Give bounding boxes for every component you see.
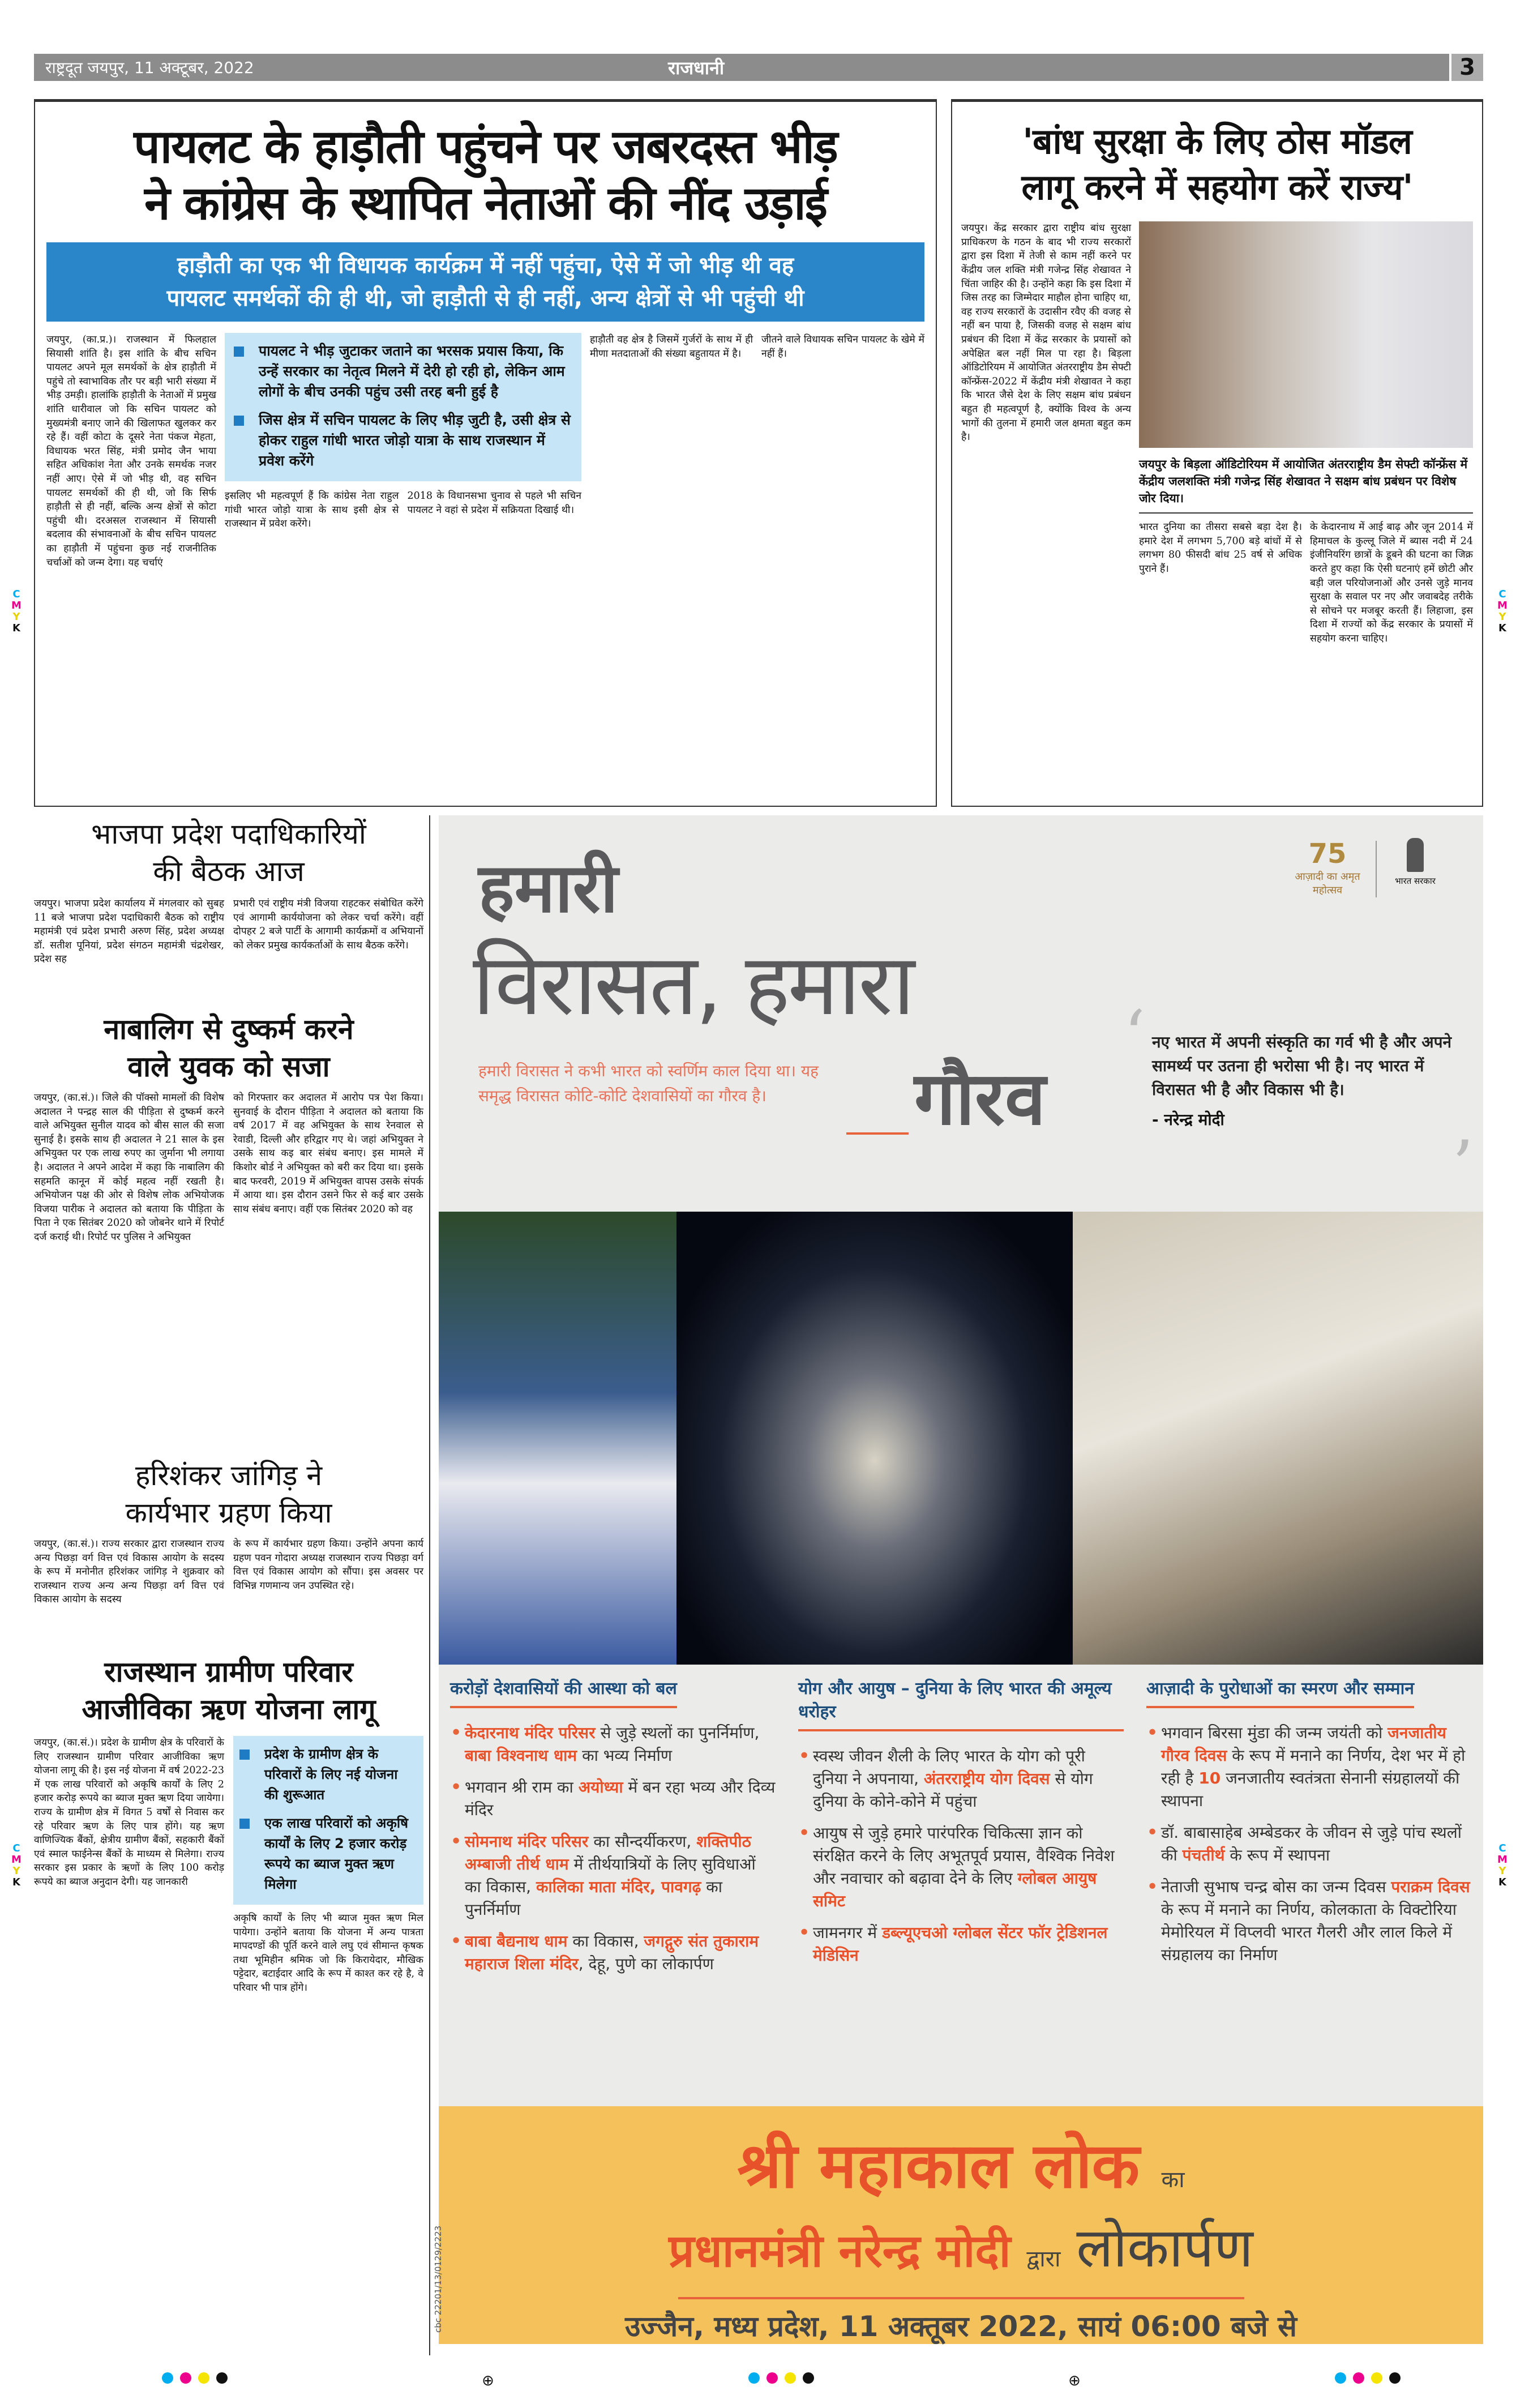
loan-col-1: जयपुर, (का.सं.)। प्रदेश के ग्रामीण क्षेत्र के परिवारों के लिए राजस्थान ग्रामीण परिवार आजीविका ऋण योजना लागू की है। इस नई योजना में वर्ष 2022-23 में एक लाख परिवारों को अकृषि कार्यों के लिए 2 हजार करोड़ रूपये का ब्याज मुक्त ऋण दिया जायेगा। राज्य के ग्रामीण क्षेत्र में विगत 5 वर्षों से निवास कर रहे परिवार ऋण के लिए पात्र होंगे। यह ऋण वाणिज्यिक बैंकों, क्षेत्रीय ग्रामीण बैंकों, सहकारी बैंकों एवं स्माल फाईनेन्स बैंकों के माध्यम से मिलेगा। राज्य सरकार इस प्रकार के ऋणों के लिए 100 करोड़ रूपये का ब्याज अनुदान देगी। यह जानकारी bbox=[34, 1737, 224, 1888]
registration-mark-icon: ⊕ bbox=[482, 2372, 494, 2389]
shiva-statue-photo bbox=[676, 1212, 1073, 1665]
loan-highlights bbox=[233, 1736, 423, 1905]
heritage-advertisement bbox=[433, 815, 1483, 2344]
achievement-item bbox=[1146, 1722, 1472, 1812]
main-col-4: हाड़ौती वह क्षेत्र है जिसमें गुर्जरों के साथ में ही मीणा मतदाताओं की संख्या बहुतायत में है। bbox=[590, 334, 753, 360]
headline-line: लागू करने में सहयोग करें राज्य' bbox=[1021, 166, 1413, 208]
court-col-1: जयपुर, (का.सं.)। जिले की पॉक्सो मामलों की विशेष अदालत ने पन्द्रह साल की पीड़िता से दुष्कर्म करने वाले अभियुक्त सुनील यादव को बीस साल की सजा सुनाई है। इसके साथ ही अदालत ने 21 साल के इस अभियुक्त पर एक लाख रुपए का जुर्माना भी लगाया है। अदालत ने अपने आदेश में कहा कि नाबालिग की सहमति कानून में कोई महत्व नहीं रखती है। अभियोजन पक्ष की ओर से विशेष लोक अभियोजक विजया पारीक ने अदालत को बताया कि पीड़िता के पिता ने एक सितंबर 2020 को जोबनेर थाने में रिपोर्ट दर्ज कराई थी। रिपोर्ट पर पुलिस ने अभियुक्त bbox=[34, 1092, 224, 1243]
headline-line: ने कांग्रेस के स्थापित नेताओं की नींद उड़ाई bbox=[144, 177, 826, 231]
bjp-col-2: प्रभारी एवं राष्ट्रीय मंत्री विजया राहटकर संबोधित करेंगे एवं आगामी कार्ययोजना को लेकर चर्चा करेंगे। वहीं दोपहर 2 बजे पार्टी के आगामी कार्यक्रमों व अभियानों को लेकर प्रमुख कार्यकर्ताओं के साथ बैठक करेंगे। bbox=[233, 898, 423, 951]
main-col-3: 2018 के विधानसभा चुनाव से पहले भी सचिन पायलट ने वहां से प्रदेश में सक्रियता दिखाई थी। bbox=[407, 490, 581, 516]
main-highlights bbox=[225, 333, 581, 481]
logo-divider bbox=[1376, 841, 1377, 897]
bjp-headline bbox=[34, 815, 423, 890]
loan-col-2: अकृषि कार्यों के लिए भी ब्याज मुक्त ऋण मिल पायेगा। उन्होंने बताया कि योजना में अन्य पात्रता मापदण्डों की पूर्ति करने वाले लघु एवं सीमान्त कृषक तथा भूमिहीन श्रमिक जो कि किरायेदार, मौखिक पट्टेदार, बटाईदार आदि के रूप में काश्त कर रहे है, वे परिवार भी पात्र होंगे। bbox=[233, 1913, 423, 1994]
highlighted-text: केदारनाथ मंदिर परिसर bbox=[465, 1723, 596, 1742]
cmyk-letter: K bbox=[1498, 622, 1506, 634]
headline-line: 'बांध सुरक्षा के लिए ठोस मॉडल bbox=[1022, 121, 1412, 162]
cmyk-mark bbox=[1497, 589, 1508, 634]
highlighted-text: अयोध्या bbox=[578, 1778, 623, 1797]
pm-puja-photo bbox=[1073, 1212, 1483, 1665]
cmyk-letter: M bbox=[1497, 1854, 1508, 1866]
yoga-photo bbox=[439, 1212, 676, 1665]
highlighted-text: ग्लोबल आयुष समिट bbox=[813, 1869, 1097, 1910]
achievement-item bbox=[798, 1745, 1124, 1813]
item-text: भगवान श्री राम का bbox=[465, 1778, 579, 1797]
highlighted-text: शक्तिपीठ अम्बाजी तीर्थ धाम bbox=[465, 1832, 751, 1874]
ad-code: cbc 22201/13/0129/2223 bbox=[433, 2225, 443, 2333]
registration-dots bbox=[159, 2372, 1404, 2389]
logo-number: 75 bbox=[1308, 838, 1347, 870]
item-text: भगवान बिरसा मुंडा की जन्म जयंती को bbox=[1161, 1723, 1388, 1742]
highlight-item: एक लाख परिवारों को अकृषि कार्यों के लिए 2 हजार करोड़ रूपये का ब्याज मुक्त ऋण मिलेगा bbox=[264, 1813, 414, 1894]
column-heading: करोड़ों देशवासियों की आस्था को बल bbox=[450, 1676, 677, 1708]
banner-inauguration: लोकार्पण bbox=[1076, 2216, 1253, 2279]
item-text: डॉ. बाबासाहेब अम्बेडकर के जीवन से जुड़े पांच स्थलों की bbox=[1161, 1823, 1462, 1864]
headline-line: राजस्थान ग्रामीण परिवार bbox=[104, 1656, 353, 1688]
cmyk-mark bbox=[11, 589, 22, 634]
dam-headline bbox=[952, 119, 1482, 210]
emblem-label: भारत सरकार bbox=[1395, 876, 1436, 886]
banner-by: द्वारा bbox=[1026, 2246, 1061, 2272]
item-text: के रूप में मनाने का निर्णय, कोलकाता के विक्टोरिया मेमोरियल में विप्लवी भारत गैलरी और लाल किले में संग्रहालय का निर्माण bbox=[1161, 1900, 1457, 1964]
amrit-mahotsav-logo bbox=[1288, 838, 1367, 897]
achievement-item bbox=[450, 1722, 776, 1767]
item-text: के रूप में मनाने का निर्णय, देश भर में हो रही है bbox=[1161, 1746, 1466, 1787]
jangid-col-1: जयपुर, (का.सं.)। राज्य सरकार द्वारा राजस्थान राज्य अन्य पिछड़ा वर्ग वित्त एवं विकास आयोग के सदस्य के रूप में मनोनीत हरिशंकर जांगिड़ ने शुक्रवार को राजस्थान राज्य अन्य अन्य पिछड़ा वर्ग वित्त एवं विकास आयोग के सदस्य bbox=[34, 1538, 224, 1606]
headline-line: हरिशंकर जांगिड़ ने bbox=[135, 1459, 323, 1492]
banner-line-1 bbox=[439, 2129, 1483, 2217]
highlight-item: पायलट ने भीड़ जुटाकर जताने का भरसक प्रयास किया, कि उन्हें सरकार का नेतृत्व मिलने में देरी हो रही हो, लेकिन आम लोगों के बीच उनकी पहुंच उसी तरह बनी हुई है bbox=[259, 341, 572, 402]
banner-suffix: का bbox=[1161, 2167, 1185, 2193]
registration-mark-icon: ⊕ bbox=[1068, 2372, 1081, 2389]
cmyk-letter: K bbox=[12, 622, 20, 634]
item-text: में बन रहा भव्य और दिव्य मंदिर bbox=[465, 1778, 776, 1819]
banner-main: श्री महाकाल लोक bbox=[737, 2129, 1140, 2202]
headline-line: नाबालिग से दुष्कर्म करने bbox=[104, 1013, 354, 1046]
item-text: स्वस्थ जीवन शैली के लिए भारत के योग को पूरी दुनिया ने अपनाया, bbox=[813, 1747, 1085, 1788]
jangid-col-2: के रूप में कार्यभार ग्रहण किया। उन्होंने अपना कार्य ग्रहण पवन गोदारा अध्यक्ष राजस्थान राज्य पिछड़ा वर्ग वित्त एवं विकास आयोग को सौंपा। इस अवसर पर विभिन्न गणमान्य जन उपस्थित रहे। bbox=[233, 1538, 423, 1592]
headline-line: कार्यभार ग्रहण किया bbox=[125, 1496, 332, 1529]
column-heading: योग और आयुष – दुनिया के लिए भारत की अमूल्य धरोहर bbox=[798, 1676, 1124, 1731]
emblem-icon bbox=[1407, 838, 1424, 872]
headline-line: की बैठक आज bbox=[153, 855, 305, 888]
ad-rule bbox=[846, 1132, 909, 1135]
cmyk-letter: C bbox=[1498, 588, 1506, 600]
freedom-fighters-column bbox=[1146, 1676, 1472, 2101]
court-col-2: को गिरफ्तार कर अदालत में आरोप पत्र पेश किया। सुनवाई के दौरान पीड़िता ने अदालत को बताया कि वर्ष 2017 में वह अभियुक्त के साथ रेनवाल से रेवाडी, दिल्ली और हरिद्वार गए थे। जहां अभियुक्त ने उसके साथ कइ बार संबंध बनाए। इस मामले में किशोर बोर्ड ने अभियुक्त को बरी कर दिया था। इसके बाद फरवरी, 2019 में अभियुक्त वापस उसके संपर्क में आया था। इस दौरान उसने फिर से कई बार उसके साथ संबंध बनाए। वहीं एक सितंबर 2020 को वह bbox=[233, 1092, 423, 1215]
achievement-item bbox=[450, 1930, 776, 1975]
achievement-item bbox=[450, 1830, 776, 1921]
cmyk-letter: M bbox=[11, 600, 22, 611]
banner-line-2 bbox=[439, 2217, 1483, 2290]
main-headline bbox=[35, 119, 936, 232]
banner-pm: प्रधानमंत्री नरेन्द्र मोदी bbox=[669, 2225, 1011, 2277]
banner-rule bbox=[678, 2297, 1244, 2299]
page-number: 3 bbox=[1449, 54, 1483, 81]
quote-block bbox=[1152, 1030, 1458, 1130]
main-col-2: इसलिए भी महत्वपूर्ण हैं कि कांग्रेस नेता राहुल गांधी भारत जोड़ो यात्रा के साथ इसी क्षेत्र से राजस्थान में प्रवेश करेंगे। bbox=[225, 490, 399, 530]
modi-quote: नए भारत में अपनी संस्कृति का गर्व भी है और अपने सामर्थ्य पर उतना ही भरोसा भी है। नए भारत में विरासत भी है और विकास भी है। bbox=[1152, 1033, 1452, 1099]
cmyk-letter: C bbox=[12, 1842, 20, 1854]
main-col-5: जीतने वाले विधायक सचिन पायलट के खेमे में नहीं हैं। bbox=[761, 334, 924, 360]
cmyk-letter: Y bbox=[1498, 611, 1506, 623]
item-text: नेताजी सुभाष चन्द्र बोस का जन्म दिवस bbox=[1161, 1877, 1391, 1896]
cmyk-letter: K bbox=[12, 1876, 20, 1888]
item-text: का पुनर्निर्माण bbox=[465, 1877, 723, 1919]
minister-photo bbox=[1139, 221, 1473, 448]
main-col-1: जयपुर, (का.प्र.)। राजस्थान में फिलहाल सियासी शांति है। इस शांति के बीच सचिन पायलट अपने मूल समर्थकों के क्षेत्र हाड़ौती में पहुंचे तो स्वाभाविक तौर पर बड़ी भारी संख्या में भीड़ उमड़ी। हालांकि हाड़ौती के नेताओं में प्रमुख शांति धारीवाल जो कि सचिन पायलट को मुख्यमंत्री बनाए जाने की खिलाफत खुलकर कर रहे हैं। वहीं कोटा के दूसरे नेता पंकज मेहता, विधायक भरत सिंह, मंत्री प्रमोद जैन भाया सहित अधिकांश नेता और उनके समर्थक नजर नहीं आए। ऐसे में जो भीड़ थी, वह सचिन पायलट समर्थकों की ही थी, जो कि सिर्फ हाड़ौती से ही नहीं, बल्कि अन्य क्षेत्रों से कोटा पहुंची थी। दरअसल राजस्थान में सियासी बदलाव की संभावनाओं के बीच सचिन पायलट का हाड़ौती में पहुंचना कुछ नई राजनीतिक चर्चाओं को जन्म देगा। यह चर्चाएं bbox=[46, 334, 216, 568]
bjp-col-1: जयपुर। भाजपा प्रदेश कार्यालय में मंगलवार को सुबह 11 बजे भाजपा प्रदेश पदाधिकारी बैठक को राष्ट्रीय महामंत्री एवं प्रदेश प्रभारी अरुण सिंह, प्रदेश अध्यक्ष डॉ. सतीश पूनियां, प्रदेश संगठन महामंत्री चंद्रशेखर, प्रदेश सह bbox=[34, 898, 224, 965]
ad-title-2: विरासत, हमारा bbox=[473, 936, 913, 1034]
achievement-item bbox=[1146, 1876, 1472, 1966]
highlighted-text: पराक्रम दिवस bbox=[1391, 1877, 1470, 1896]
close-quote-icon: ’ bbox=[1452, 1127, 1474, 1205]
edition-date: राष्ट्रदूत जयपुर, 11 अक्टूबर, 2022 bbox=[45, 58, 254, 77]
open-quote-icon: ‘ bbox=[1124, 996, 1146, 1075]
cmyk-letter: Y bbox=[1498, 1865, 1506, 1877]
highlighted-text: पंचतीर्थ bbox=[1182, 1846, 1225, 1864]
item-text: में तीर्थयात्रियों के लिए सुविधाओं का विकास, bbox=[465, 1855, 756, 1896]
jangid-headline bbox=[34, 1457, 423, 1532]
quote-author: - नरेन्द्र मोदी bbox=[1152, 1110, 1224, 1129]
government-emblem bbox=[1384, 838, 1446, 887]
item-text: , देहू, पुणे का लोकार्पण bbox=[578, 1954, 714, 1973]
highlighted-text: डब्ल्यूएचओ ग्लोबल सेंटर फॉर ट्रेडिशनल मेडिसिन bbox=[813, 1923, 1108, 1965]
subhead-line: हाड़ौती का एक भी विधायक कार्यक्रम में नहीं पहुंचा, ऐसे में जो भीड़ थी वह bbox=[177, 253, 794, 279]
headline-line: पायलट के हाड़ौती पहुंचने पर जबरदस्त भीड़ bbox=[134, 120, 837, 174]
color-dots bbox=[745, 2372, 817, 2389]
item-text: जनजातीय स्वतंत्रता सेनानी संग्रहालयों की स्थापना bbox=[1161, 1769, 1460, 1810]
headline-line: भाजपा प्रदेश पदाधिकारियों bbox=[91, 818, 366, 850]
cmyk-letter: C bbox=[12, 588, 20, 600]
section-name: राजधानी bbox=[668, 57, 725, 79]
headline-line: आजीविका ऋण योजना लागू bbox=[82, 1693, 376, 1726]
highlighted-text: जगद्गुरु संत तुकाराम महाराज शिला मंदिर bbox=[465, 1932, 759, 1973]
main-body bbox=[35, 322, 936, 806]
highlight-item: जिस क्षेत्र में सचिन पायलट के लिए भीड़ जुटी है, उसी क्षेत्र से होकर राहुल गांधी भारत जोड़ो यात्रा के साथ राजस्थान में प्रवेश करेंगे bbox=[259, 410, 572, 471]
highlighted-text: अंतरराष्ट्रीय योग दिवस bbox=[923, 1769, 1050, 1788]
item-text: जामनगर में bbox=[813, 1923, 883, 1942]
cmyk-mark bbox=[1497, 1843, 1508, 1888]
dam-body-col: जयपुर। केंद्र सरकार द्वारा राष्ट्रीय बांध सुरक्षा प्राधिकरण के गठन के बाद भी राज्य सरकारों द्वारा इस दिशा में तेजी से काम नहीं करने पर केंद्रीय जल शक्ति मंत्री गजेन्द्र सिंह शेखावत ने चिंता जाहिर की है। उन्होंने कहा कि इस दिशा में जिस तरह का जिम्मेदार माहौल होना चाहिए था, वह राज्य सरकारों के उदासीन रवैए की वजह से नहीं बन पाया है, जिसकी वजह से सक्षम बांध प्रबंधन की दिशा में केंद्र सरकार के प्रयासों को अपेक्षित बल नहीं मिल पा रहा है। बिड़ला ऑडिटोरियम में आयोजित अंतरराष्ट्रीय डैम सेफ्टी कॉन्फ्रेंस-2022 में केंद्रीय मंत्री शेखावत ने कहा कि भारत जैसे देश के लिए सक्षम बांध प्रबंधन बहुत ही महत्वपूर्ण है, क्योंकि विश्व के अन्य भागों की तुलना में हमारी जल क्षमता बहुत कम है। bbox=[961, 223, 1131, 443]
page-header bbox=[34, 54, 1483, 81]
achievement-item bbox=[798, 1822, 1124, 1913]
achievement-item bbox=[1146, 1821, 1472, 1867]
photo-caption: जयपुर के बिड़ला ऑडिटोरियम में आयोजित अंतरराष्ट्रीय डैम सेफ्टी कॉन्फ्रेंस में केंद्रीय जलशक्ति मंत्री गजेन्द्र सिंह शेखावत ने सक्षम बांध प्रबंधन पर विशेष जोर दिया। bbox=[1139, 448, 1473, 514]
item-text: का विकास, bbox=[567, 1932, 644, 1951]
mahakal-lok-banner bbox=[433, 2106, 1483, 2344]
dam-safety-story bbox=[951, 99, 1483, 807]
color-dots bbox=[1331, 2372, 1404, 2389]
cmyk-mark bbox=[11, 1843, 22, 1888]
dam-col-3: के केदारनाथ में आई बाढ़ और जून 2014 में हिमाचल के कुल्लू जिले में ब्यास नदी में 24 इंजीनियरिंग छात्रों के डूबने की घटना का जिक्र करते हुए कहा कि ऐसी घटनाएं हमें छोटी और बड़ी जल परियोजनाओं और उनसे जुड़े मानव सुरक्षा के सवाल पर नए और जवाबदेह तरीके से सोचने पर मजबूर करती हैं। लिहाजा, इस दिशा में राज्यों को केंद्र सरकार के प्रयासों में सहयोग करना चाहिए। bbox=[1310, 521, 1473, 644]
cmyk-letter: K bbox=[1498, 1876, 1506, 1888]
main-subhead-banner bbox=[46, 242, 924, 322]
highlighted-text: 10 bbox=[1198, 1769, 1221, 1787]
main-story bbox=[34, 99, 937, 807]
banner-details: उज्जैन, मध्य प्रदेश, 11 अक्तूबर 2022, सायं 06:00 बजे से bbox=[625, 2310, 1297, 2343]
headline-line: वाले युवक को सजा bbox=[127, 1050, 330, 1083]
column-heading: आज़ादी के पुरोधाओं का स्मरण और सम्मान bbox=[1146, 1676, 1414, 1708]
cmyk-letter: C bbox=[1498, 1842, 1506, 1854]
highlighted-text: सोमनाथ मंदिर परिसर bbox=[465, 1832, 589, 1851]
left-column bbox=[34, 815, 430, 2355]
item-text: का सौन्दर्यीकरण, bbox=[588, 1832, 697, 1851]
achievement-item bbox=[450, 1776, 776, 1821]
faith-column bbox=[450, 1676, 776, 2101]
highlighted-text: बाबा विश्वनाथ धाम bbox=[465, 1746, 577, 1765]
logo-text: आज़ादी का अमृत महोत्सव bbox=[1295, 871, 1360, 896]
ad-tagline: हमारी विरासत ने कभी भारत को स्वर्णिम काल दिया था। यह समृद्ध विरासत कोटि-कोटि देशवासियों का गौरव है। bbox=[478, 1062, 819, 1105]
achievement-item bbox=[798, 1922, 1124, 1967]
highlighted-text: जनजातीय गौरव दिवस bbox=[1161, 1723, 1446, 1765]
highlighted-text: बाबा बैद्यनाथ धाम bbox=[465, 1932, 568, 1951]
item-text: के रूप में स्थापना bbox=[1224, 1846, 1330, 1864]
item-text: से योग दुनिया के कोने-कोने में पहुंचा bbox=[813, 1769, 1093, 1811]
ad-title-1: हमारी bbox=[478, 849, 618, 928]
cmyk-letter: Y bbox=[12, 611, 20, 623]
yoga-ayush-column bbox=[798, 1676, 1124, 2101]
dam-col-2: भारत दुनिया का तीसरा सबसे बड़ा देश है। हमारे देश में लगभग 5,700 बड़े बांधों में से लगभग 80 फीसदी बांध 25 वर्ष से अधिक पुराने हैं। bbox=[1139, 521, 1302, 575]
loan-scheme-headline bbox=[34, 1653, 423, 1728]
item-text: का भव्य निर्माण bbox=[577, 1746, 673, 1765]
court-headline bbox=[34, 1011, 423, 1085]
cmyk-letter: M bbox=[1497, 600, 1508, 611]
cmyk-letter: Y bbox=[12, 1865, 20, 1877]
color-dots bbox=[159, 2372, 231, 2389]
highlight-item: प्रदेश के ग्रामीण क्षेत्र के परिवारों के लिए नई योजना की शुरूआत bbox=[264, 1744, 414, 1805]
ad-title-3: गौरव bbox=[914, 1055, 1046, 1141]
highlighted-text: कालिका माता मंदिर, पावगढ़ bbox=[536, 1877, 701, 1896]
subhead-line: पायलट समर्थकों की ही थी, जो हाड़ौती से ही नहीं, अन्य क्षेत्रों से भी पहुंची थी bbox=[166, 285, 804, 312]
item-text: से जुड़े स्थलों का पुनर्निर्माण, bbox=[595, 1723, 760, 1742]
cmyk-letter: M bbox=[11, 1854, 22, 1866]
achievement-columns bbox=[439, 1670, 1483, 2101]
item-text: आयुष से जुड़े हमारे पारंपरिक चिकित्सा ज्ञान को संरक्षित करने के लिए अभूतपूर्व प्रयास, वैश्विक निवेश और नवाचार को बढ़ावा देने के लिए bbox=[813, 1824, 1115, 1888]
